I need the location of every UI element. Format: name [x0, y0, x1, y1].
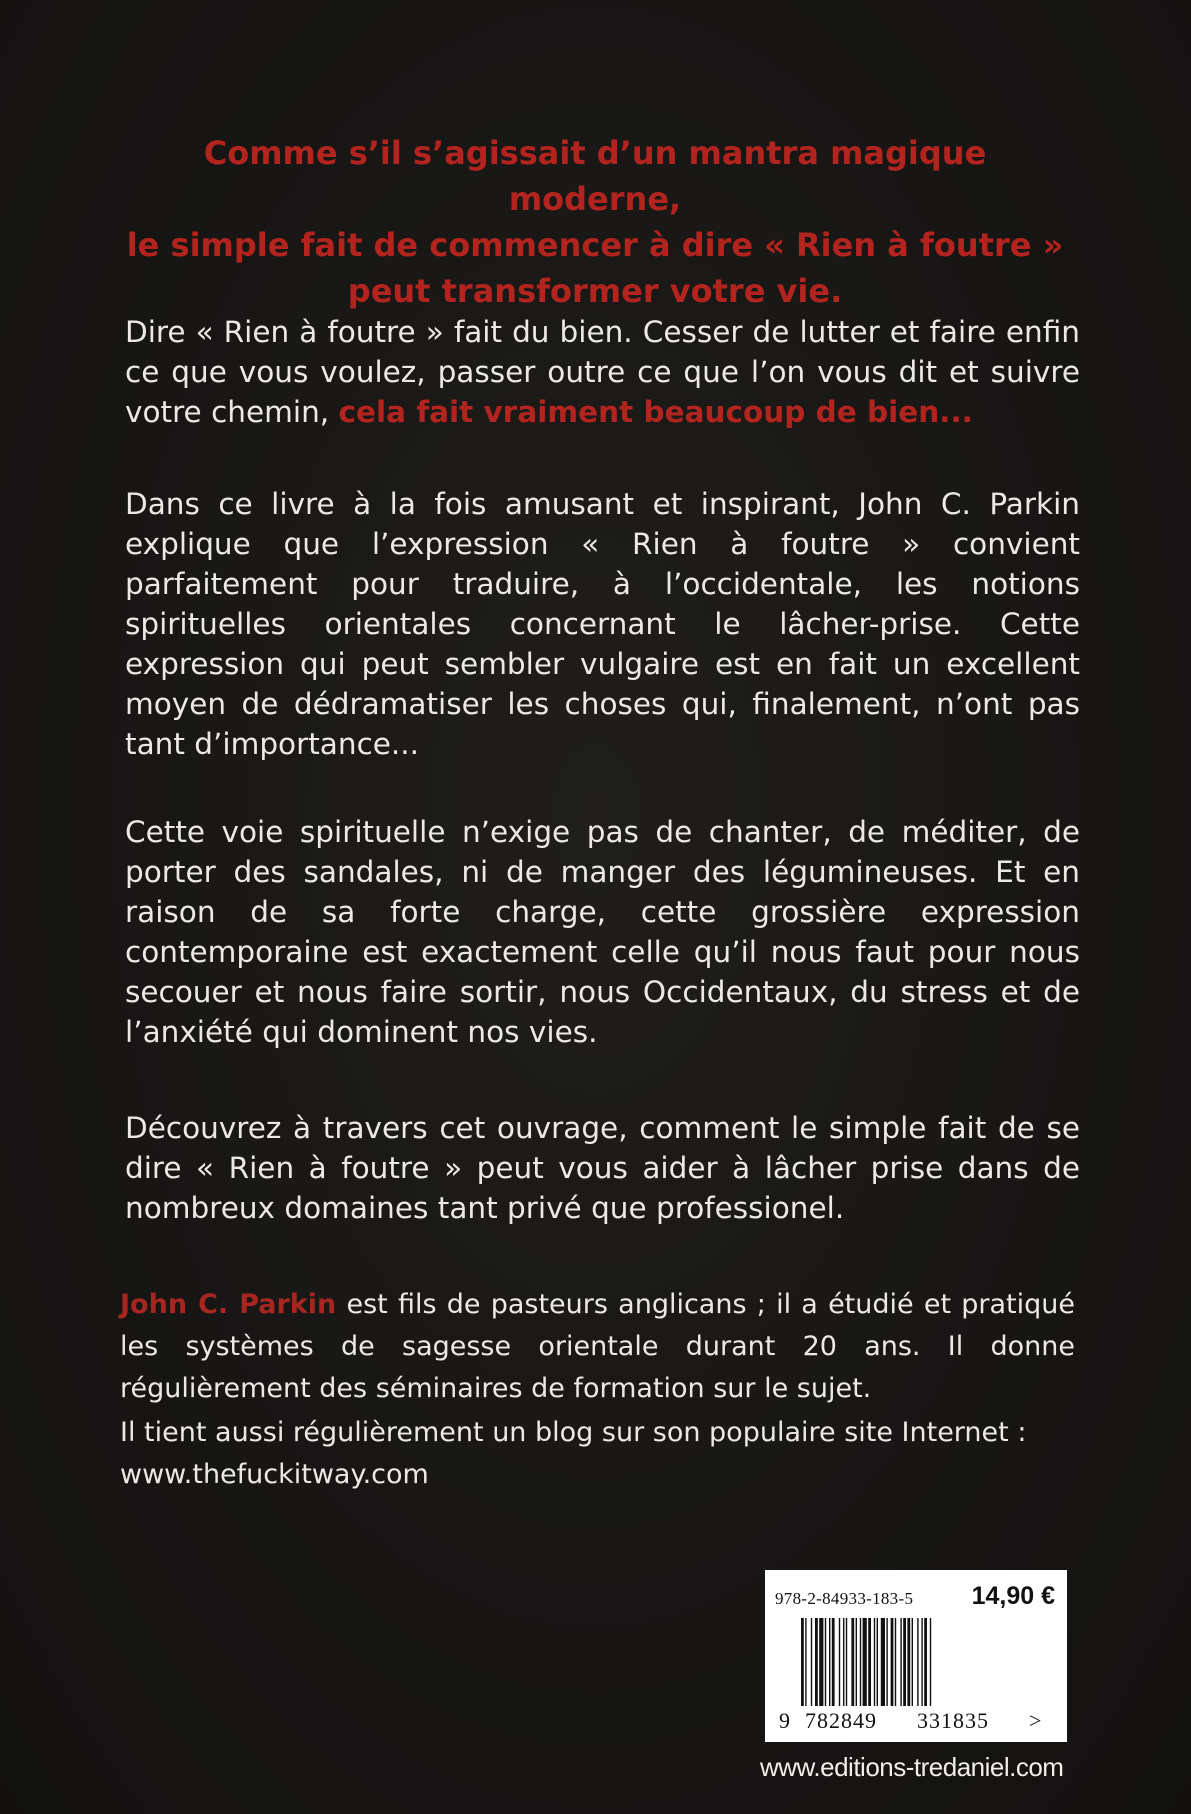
paragraph-2: Dans ce livre à la fois amusant et inspirant, John C. Parkin explique que l’expression « Rien à foutre » convient parfaitement pour traduire, à l’occidentale, les notions spirituelles orientales concernant le lâcher-prise. Cette expression qui peut sembler vulgaire est en fait un excellent moyen de dédramatiser les choses qui, finalement, n’ont pas tant d’importance...: [125, 487, 1080, 761]
barcode-bar: [891, 1618, 894, 1706]
author-bio: [120, 1284, 1075, 1410]
blog-url: www.thefuckitway.com: [120, 1459, 429, 1490]
barcode-bar: [895, 1618, 896, 1706]
author-bio-text: est fils de pasteurs anglicans ; il a étudié et pratiqué les systèmes de sagesse orientale durant 20 ans. Il donne régulièrement des séminaires de formation sur le sujet.: [120, 1289, 1076, 1404]
barcode-bar: [801, 1618, 804, 1706]
paragraph-3: Cette voie spirituelle n’exige pas de chanter, de méditer, de porter des sandales, ni de manger des légumineuses. Et en raison de sa forte charge, cette grossière expression contemporaine est exactement celle qu’il nous faut pour nous secouer et nous faire sortir, nous Occidentaux, du stress et de l’anxiété qui dominent nos vies.: [125, 815, 1080, 1049]
isbn-price-line: [775, 1582, 1065, 1611]
barcode-bar: [874, 1618, 875, 1706]
barcode-bar: [863, 1618, 867, 1706]
barcode-digits: [779, 1708, 1061, 1734]
barcode-bar: [921, 1618, 922, 1706]
barcode-bar: [868, 1618, 871, 1706]
paragraph-1: [125, 312, 1080, 432]
tagline-line-2: le simple fait de commencer à dire « Rien à foutre »: [126, 226, 1064, 264]
isbn-number: 978-2-84933-183-5: [775, 1589, 914, 1608]
barcode-bar: [846, 1618, 847, 1706]
tagline: [115, 130, 1075, 314]
barcode-bar: [907, 1618, 910, 1706]
barcode-bar: [832, 1618, 835, 1706]
barcode-bar: [917, 1618, 918, 1706]
barcode-bar: [860, 1618, 861, 1706]
barcode-bar: [903, 1618, 906, 1706]
barcode-bar: [881, 1618, 885, 1706]
barcode-bar: [843, 1618, 844, 1706]
publisher-website: www.editions-tredaniel.com: [760, 1752, 1064, 1782]
barcode-bar: [856, 1618, 857, 1706]
barcode-bar: [851, 1618, 854, 1706]
barcode-left-digits: 782849: [805, 1708, 877, 1733]
barcode-bar: [825, 1618, 826, 1706]
paragraph-1-text: Dire « Rien à foutre » fait du bien. Cesser de lutter et faire enfin ce que vous voulez, passer outre ce que l’on vous dit et suivre votre chemin,: [125, 315, 1080, 429]
barcode-bar: [900, 1618, 901, 1706]
barcode-bars: [801, 1618, 1041, 1706]
barcode-bar: [811, 1618, 812, 1706]
paragraph-4: Découvrez à travers cet ouvrage, comment le simple fait de se dire « Rien à foutre » peut vous aider à lâcher prise dans de nombreux domaines tant privé que professionel.: [125, 1111, 1080, 1225]
barcode-chevron: >: [1029, 1708, 1042, 1733]
barcode-bar: [819, 1618, 823, 1706]
barcode-lead-digit: 9: [779, 1708, 790, 1733]
author-name: John C. Parkin: [120, 1289, 337, 1320]
barcode-label: [765, 1570, 1067, 1742]
barcode-bar: [877, 1618, 878, 1706]
blog-info: [120, 1412, 1075, 1496]
barcode-right-digits: 331835: [917, 1708, 989, 1733]
barcode-bar: [924, 1618, 927, 1706]
barcode-bar: [815, 1618, 818, 1706]
barcode-bar: [930, 1618, 931, 1706]
barcode-bar: [805, 1618, 806, 1706]
tagline-line-3: peut transformer votre vie.: [347, 272, 843, 310]
barcode-bar: [839, 1618, 840, 1706]
barcode-bar: [886, 1618, 887, 1706]
barcode-bar: [829, 1618, 830, 1706]
blog-line: Il tient aussi régulièrement un blog sur son populaire site Internet :: [120, 1417, 1027, 1448]
barcode-bar: [912, 1618, 913, 1706]
tagline-line-1: Comme s’il s’agissait d’un mantra magique moderne,: [203, 134, 987, 218]
paragraph-1-emphasis: cela fait vraiment beaucoup de bien...: [338, 395, 973, 429]
price: 14,90 €: [971, 1582, 1055, 1610]
